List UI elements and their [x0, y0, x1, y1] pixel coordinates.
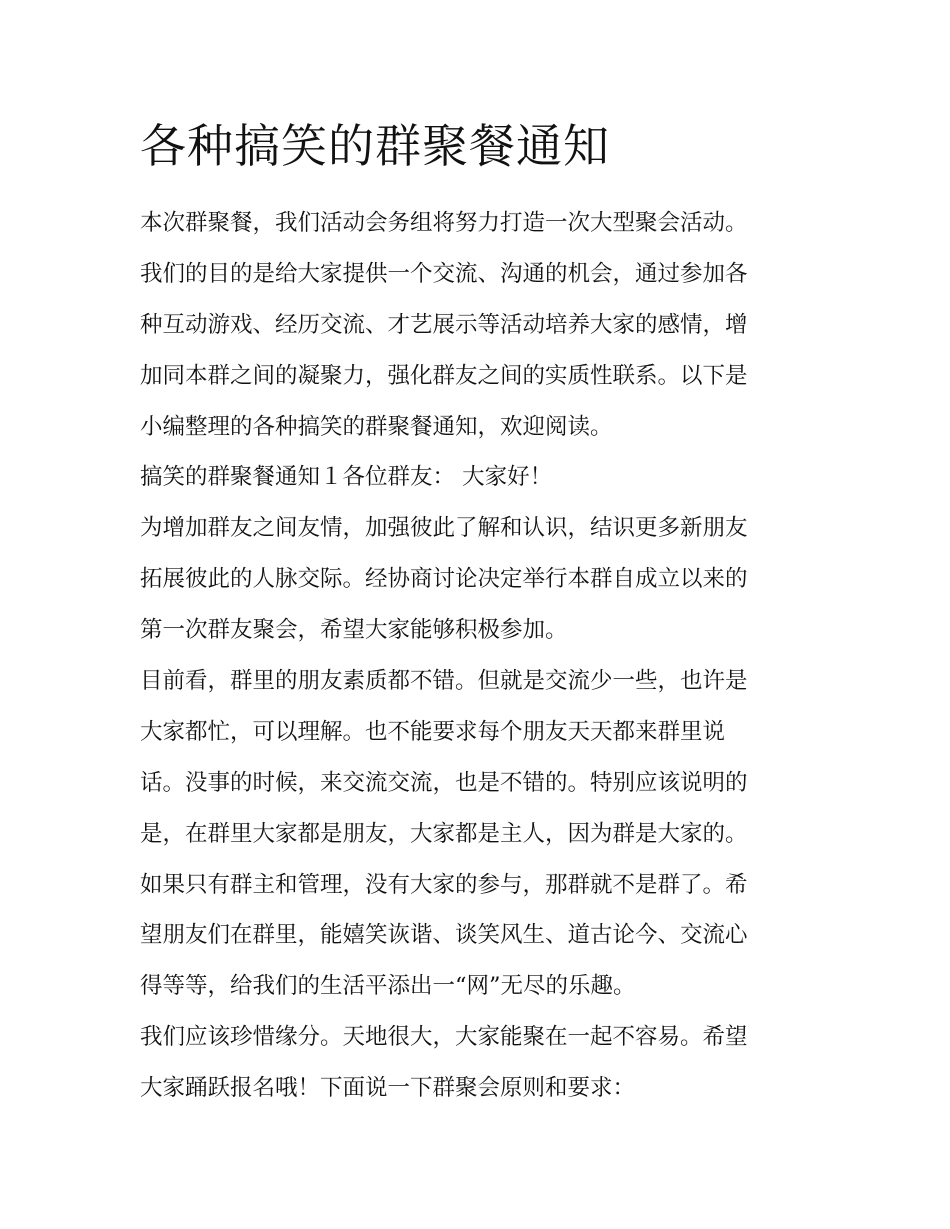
- text-line: 目前看，群里的朋友素质都不错。但就是交流少一些，也许是: [140, 668, 748, 695]
- text-line: 话。没事的时候，来交流交流，也是不错的。特别应该说明的: [140, 769, 748, 796]
- text-line: 望朋友们在群里，能嬉笑诙谐、谈笑风生、道古论今、交流心: [140, 922, 748, 949]
- text-line: 小编整理的各种搞笑的群聚餐通知，欢迎阅读。: [140, 413, 613, 440]
- text-line: 搞笑的群聚餐通知１各位群友： 大家好！: [140, 464, 553, 491]
- text-line: 本次群聚餐，我们活动会务组将努力打造一次大型聚会活动。: [140, 210, 748, 236]
- document-body: [140, 198, 812, 1114]
- text-line: 为增加群友之间友情，加强彼此了解和认识，结识更多新朋友: [140, 515, 748, 542]
- text-line: 大家都忙，可以理解。也不能要求每个朋友天天都来群里说: [140, 718, 726, 745]
- text-line: 如果只有群主和管理，没有大家的参与，那群就不是群了。希: [140, 871, 748, 898]
- text-line: 拓展彼此的人脉交际。经协商讨论决定举行本群自成立以来的: [140, 566, 748, 593]
- text-line: 我们的目的是给大家提供一个交流、沟通的机会，通过参加各: [140, 260, 748, 287]
- text-line: 加同本群之间的凝聚力，强化群友之间的实质性联系。以下是: [140, 362, 748, 389]
- text-line: 种互动游戏、经历交流、才艺展示等活动培养大家的感情，增: [140, 311, 748, 338]
- text-line: 大家踊跃报名哦！下面说一下群聚会原则和要求：: [140, 1075, 636, 1102]
- text-line: 得等等，给我们的生活平添出一“网”无尽的乐趣。: [140, 973, 636, 1000]
- text-line: 是，在群里大家都是朋友，大家都是主人，因为群是大家的。: [140, 820, 748, 847]
- page-title: 各种搞笑的群聚餐通知: [140, 119, 610, 173]
- text-line: 我们应该珍惜缘分。天地很大，大家能聚在一起不容易。希望: [140, 1024, 748, 1051]
- text-line: 第一次群友聚会，希望大家能够积极参加。: [140, 617, 568, 644]
